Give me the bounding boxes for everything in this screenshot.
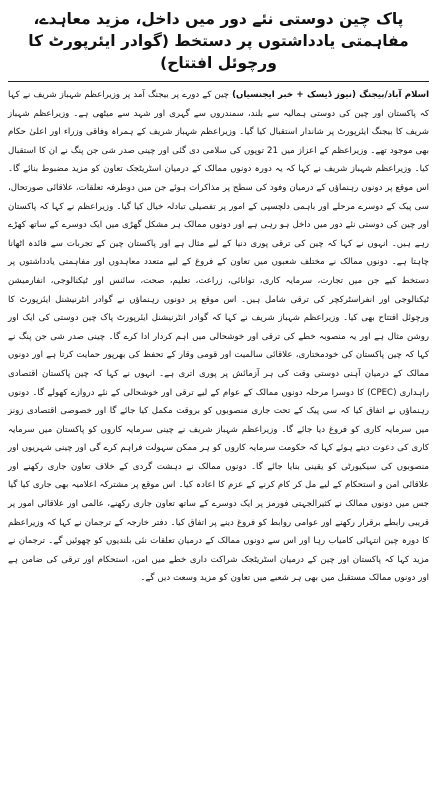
article-body bbox=[8, 86, 429, 588]
article-dateline: اسلام آباد/بیجنگ (نیوز ڈیسک + خبر ایجنسیاں) bbox=[232, 90, 430, 100]
article-body-text: چین کے دورے پر بیجنگ آمد پر وزیراعظم شہباز شریف نے کہا کہ پاکستان اور چین کی دوستی ہمالیہ سے بلند، سمندروں سے گہری اور شہد سے میٹھی ہے۔ وزیراعظم شہباز شریف کا بیجنگ ایئرپورٹ پر شاندار استقبال کیا گیا۔ وزیراعظم شہباز شریف کے ہمراہ وفاقی وزراء اور اعلیٰ حکام بھی موجود تھے۔ وزیراعظم کے اعزاز میں 21 توپوں کی سلامی دی گئی اور چینی صدر شی جن پنگ نے ان کا استقبال کیا۔ وزیراعظم شہباز شریف نے کہا کہ یہ دورہ دونوں ممالک کے درمیان اسٹریٹجک تعاون کو مزید مضبوط بنائے گا۔ اس موقع پر دونوں رہنماؤں کے درمیان وفود کی سطح پر مذاکرات ہوئے جن میں دوطرفہ تعلقات، علاقائی صورتحال، سی پیک کے دوسرے مرحلے اور باہمی دلچسپی کے امور پر تفصیلی تبادلہ خیال کیا گیا۔ وزیراعظم نے کہا کہ پاکستان اور چین کی دوستی نئے دور میں داخل ہو رہی ہے اور دونوں ممالک ہر مشکل گھڑی میں ایک دوسرے کے ساتھ کھڑے رہے ہیں۔ انہوں نے کہا کہ چین کی ترقی پوری دنیا کے لیے مثال ہے اور پاکستان چین کے تجربات سے فائدہ اٹھانا چاہتا ہے۔ دونوں ممالک نے مختلف شعبوں میں تعاون کے فروغ کے لیے متعدد معاہدوں اور مفاہمتی یادداشتوں پر دستخط کیے جن میں تجارت، سرمایہ کاری، توانائی، زراعت، تعلیم، صحت، سائنس اور ٹیکنالوجی، انفارمیشن ٹیکنالوجی اور انفراسٹرکچر کی ترقی شامل ہیں۔ اس موقع پر دونوں رہنماؤں نے گوادر انٹرنیشنل ایئرپورٹ کا ورچوئل افتتاح بھی کیا۔ وزیراعظم شہباز شریف نے کہا کہ گوادر انٹرنیشنل ایئرپورٹ پاک چین دوستی کی ایک اور روشن مثال ہے اور یہ منصوبہ خطے کی ترقی اور خوشحالی میں اہم کردار ادا کرے گا۔ چینی صدر شی جن پنگ نے کہا کہ چین پاکستان کی خودمختاری، علاقائی سالمیت اور قومی وقار کے تحفظ کی بھرپور حمایت کرتا ہے اور دونوں ممالک کے درمیان آہنی دوستی وقت کی ہر آزمائش پر پوری اتری ہے۔ انہوں نے کہا کہ چین پاکستان اقتصادی راہداری (CPEC) کا دوسرا مرحلہ دونوں ممالک کے عوام کے لیے ترقی اور خوشحالی کے نئے دروازے کھولے گا۔ دونوں رہنماؤں نے اتفاق کیا کہ سی پیک کے تحت جاری منصوبوں کو بروقت مکمل کیا جائے گا اور خصوصی اقتصادی زونز میں سرمایہ کاری کو فروغ دیا جائے گا۔ وزیراعظم شہباز شریف نے چینی سرمایہ کاروں کو پاکستان میں سرمایہ کاری کی دعوت دیتے ہوئے کہا کہ حکومت سرمایہ کاروں کو ہر ممکن سہولت فراہم کرے گی اور چینی شہریوں اور منصوبوں کی سیکیورٹی کو یقینی بنایا جائے گا۔ دونوں ممالک نے دہشت گردی کے خلاف تعاون جاری رکھنے اور علاقائی امن و استحکام کے لیے مل کر کام کرنے کے عزم کا اعادہ کیا۔ اس موقع پر مشترکہ اعلامیہ بھی جاری کیا گیا جس میں دونوں ممالک نے کثیرالجہتی فورمز پر ایک دوسرے کے ساتھ تعاون جاری رکھنے، عالمی اور علاقائی امور پر قریبی رابطے برقرار رکھنے اور عوامی روابط کو فروغ دینے پر اتفاق کیا۔ دفتر خارجہ کے ترجمان نے کہا کہ وزیراعظم کا دورہ چین انتہائی کامیاب رہا اور اس سے دونوں ممالک کے درمیان تعلقات نئی بلندیوں کو چھوئیں گے۔ ترجمان نے مزید کہا کہ پاکستان اور چین کے درمیان اسٹریٹجک شراکت داری خطے میں امن، استحکام اور ترقی کی ضامن ہے اور دونوں ممالک مستقبل میں بھی ہر شعبے میں تعاون کو مزید وسعت دیں گے۔ bbox=[8, 90, 430, 584]
headline-divider bbox=[8, 81, 429, 82]
article-headline: پاک چین دوستی نئے دور میں داخل، مزید معاہدے، مفاہمتی یادداشتوں پر دستخط (گوادر ایئرپورٹ کا ورچوئل افتتاح) bbox=[28, 10, 409, 72]
